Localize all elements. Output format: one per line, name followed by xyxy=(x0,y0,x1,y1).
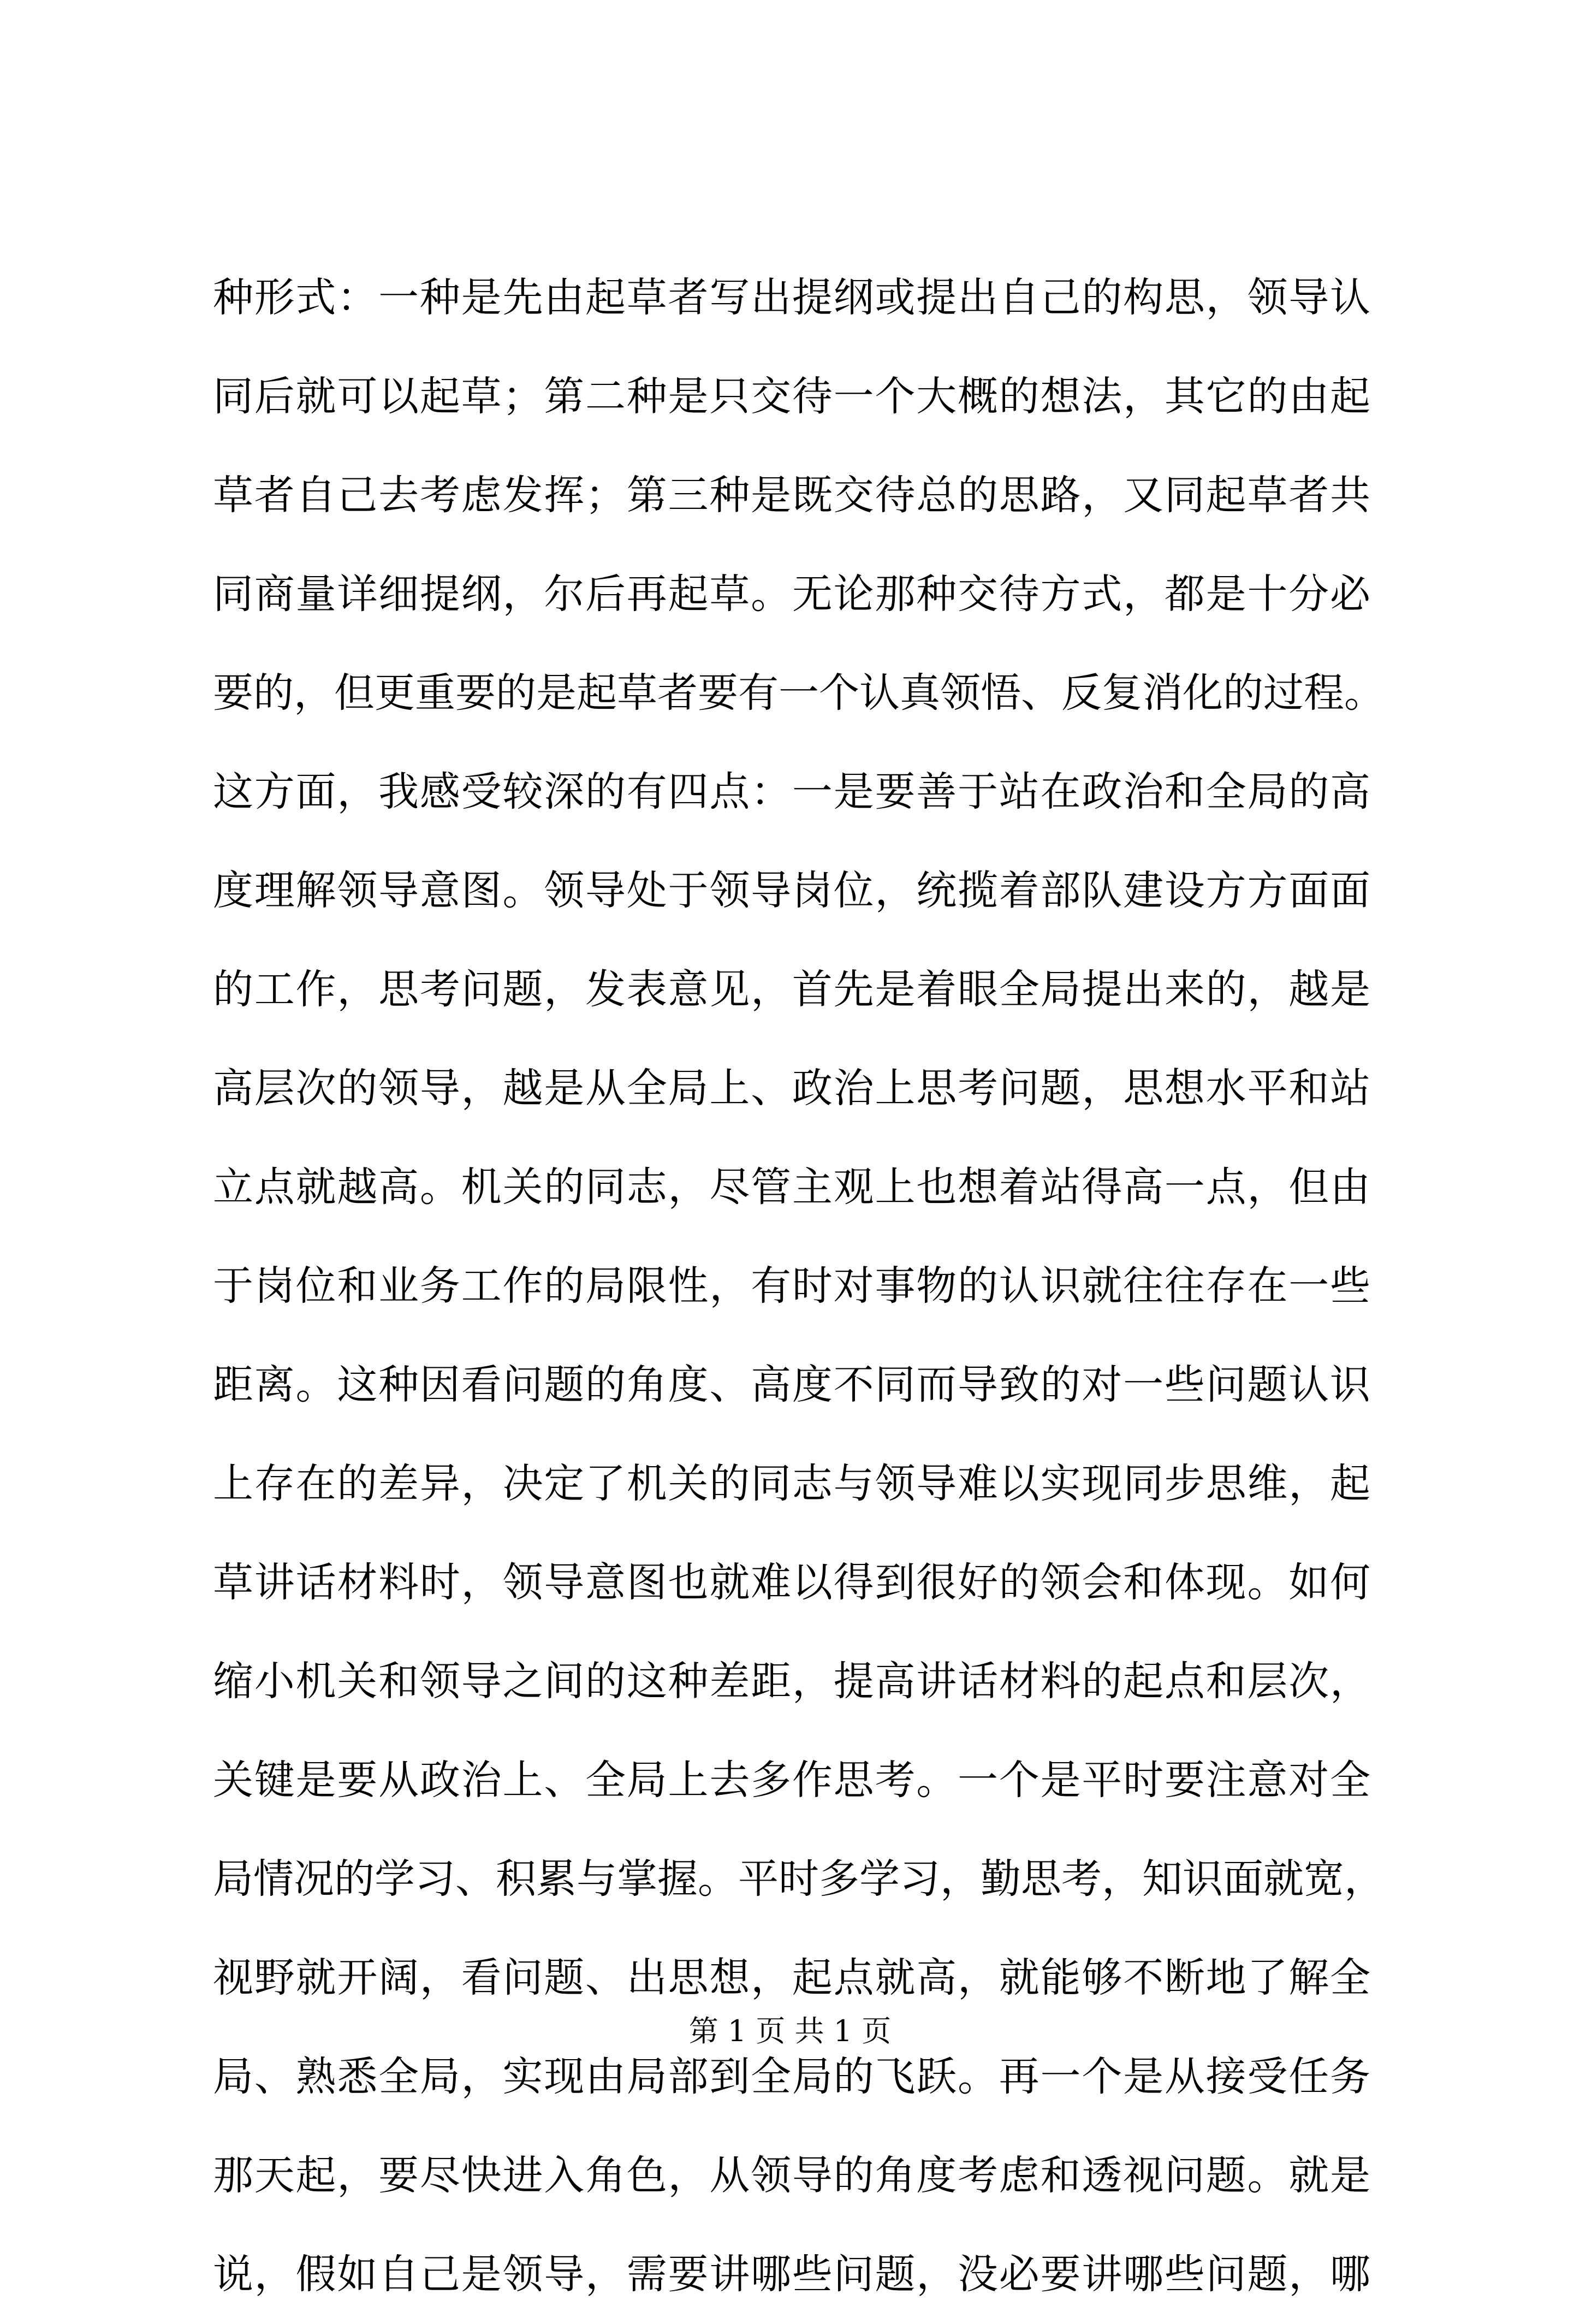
text-line: 局、熟悉全局，实现由局部到全局的飞跃。再一个是从接受任务 xyxy=(213,2053,1370,2100)
page-number-label: 第 1 页 共 1 页 xyxy=(688,2014,892,2048)
text-line: 的工作，思考问题，发表意见，首先是着眼全局提出来的，越是 xyxy=(213,966,1370,1013)
text-line: 种形式：一种是先由起草者写出提纲或提出自己的构思，领导认 xyxy=(213,274,1370,321)
text-line: 局情况的学习、积累与掌握。平时多学习，勤思考，知识面就宽， xyxy=(213,1855,1385,1902)
text-line: 同后就可以起草；第二种是只交待一个大概的想法，其它的由起 xyxy=(213,373,1370,420)
text-line: 缩小机关和领导之间的这种差距，提高讲话材料的起点和层次， xyxy=(213,1658,1370,1705)
text-line: 草者自己去考虑发挥；第三种是既交待总的思路，又同起草者共 xyxy=(213,472,1370,519)
text-line: 距离。这种因看问题的角度、高度不同而导致的对一些问题认识 xyxy=(213,1361,1370,1408)
text-line: 于岗位和业务工作的局限性，有时对事物的认识就往往存在一些 xyxy=(213,1262,1370,1309)
text-line: 上存在的差异，决定了机关的同志与领导难以实现同步思维，起 xyxy=(213,1460,1370,1507)
text-line: 视野就开阔，看问题、出思想，起点就高，就能够不断地了解全 xyxy=(213,1954,1370,2001)
text-line: 草讲话材料时，领导意图也就难以得到很好的领会和体现。如何 xyxy=(213,1559,1370,1606)
text-line: 说，假如自己是领导，需要讲哪些问题，没必要讲哪些问题，哪 xyxy=(213,2251,1370,2298)
page-footer xyxy=(0,2009,1580,2053)
text-line: 高层次的领导，越是从全局上、政治上思考问题，思想水平和站 xyxy=(213,1065,1370,1112)
text-line: 这方面，我感受较深的有四点：一是要善于站在政治和全局的高 xyxy=(213,768,1370,815)
text-line: 要的，但更重要的是起草者要有一个认真领悟、反复消化的过程。 xyxy=(213,669,1385,716)
text-line: 关键是要从政治上、全局上去多作思考。一个是平时要注意对全 xyxy=(213,1757,1370,1804)
text-line: 同商量详细提纲，尔后再起草。无论那种交待方式，都是十分必 xyxy=(213,571,1370,618)
text-line: 立点就越高。机关的同志，尽管主观上也想着站得高一点，但由 xyxy=(213,1164,1370,1211)
text-line: 度理解领导意图。领导处于领导岗位，统揽着部队建设方方面面 xyxy=(213,867,1370,914)
text-line: 那天起，要尽快进入角色，从领导的角度考虑和透视问题。就是 xyxy=(213,2152,1370,2199)
